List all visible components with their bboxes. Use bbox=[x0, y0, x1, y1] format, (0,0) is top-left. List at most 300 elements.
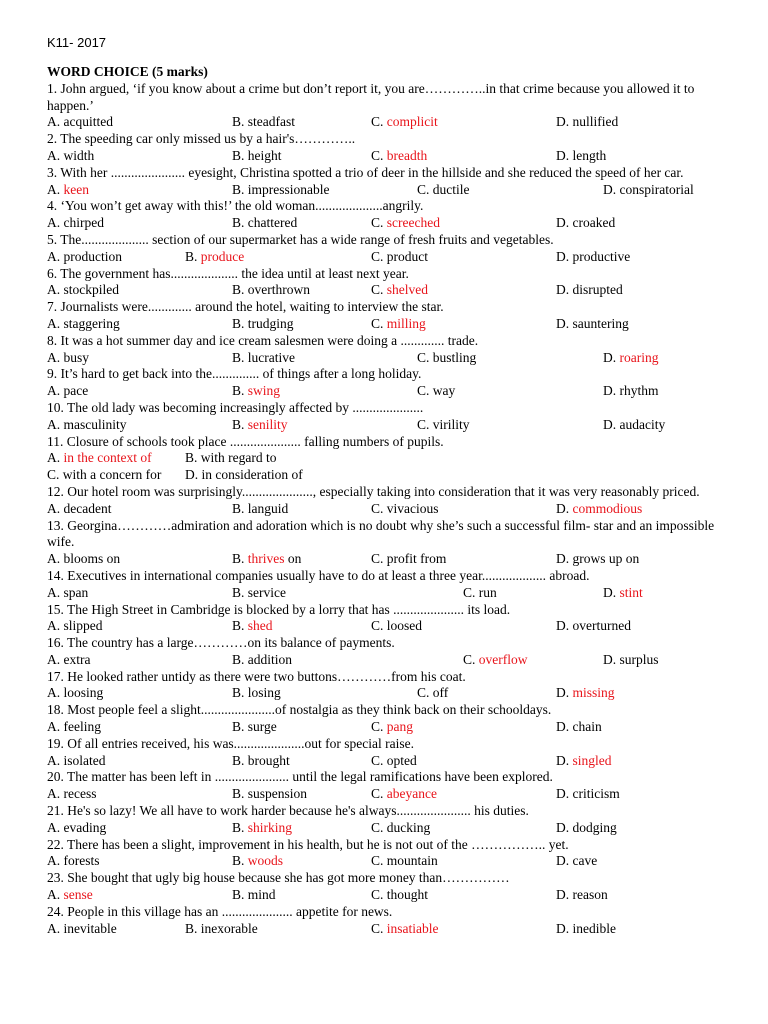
option-letter: D. bbox=[556, 315, 570, 331]
option-letter: D. bbox=[556, 618, 570, 634]
question-13-text: 13. Georgina…………admiration and adoration which is no doubt why she’s such a successful film- star and an impossible wife. bbox=[47, 517, 715, 550]
option-text: with regard to bbox=[200, 450, 277, 466]
option-text: overflow bbox=[478, 651, 528, 667]
option-letter: A. bbox=[47, 114, 61, 130]
option-text: feeling bbox=[63, 719, 101, 735]
question-14-option-c bbox=[463, 585, 497, 602]
question-16-option-d bbox=[603, 652, 659, 669]
question-8-option-b bbox=[232, 350, 295, 367]
question-13-option-b bbox=[232, 551, 301, 568]
option-letter: D. bbox=[603, 181, 617, 197]
option-text: woods bbox=[247, 853, 284, 869]
question-6-option-a bbox=[47, 282, 119, 299]
question-21-option-d bbox=[556, 820, 617, 837]
option-letter: C. bbox=[371, 786, 384, 802]
question-8-option-d bbox=[603, 350, 658, 367]
question-23-option-a bbox=[47, 887, 93, 904]
question-3-option-b bbox=[232, 182, 330, 199]
option-text: senility bbox=[247, 416, 288, 432]
option-letter: D. bbox=[603, 584, 617, 600]
question-10-option-d bbox=[603, 417, 665, 434]
question-23-option-c bbox=[371, 887, 428, 904]
option-text: length bbox=[572, 147, 607, 163]
question-1-option-d bbox=[556, 114, 618, 131]
option-text: busy bbox=[63, 349, 90, 365]
question-24-option-d bbox=[556, 921, 616, 938]
option-text: productive bbox=[572, 248, 631, 264]
question-21-option-b bbox=[232, 820, 292, 837]
option-letter: C. bbox=[371, 887, 384, 903]
option-letter: C. bbox=[371, 719, 384, 735]
option-letter: B. bbox=[232, 315, 245, 331]
option-letter: A. bbox=[47, 618, 61, 634]
question-13-options-row bbox=[47, 551, 727, 568]
option-text: staggering bbox=[63, 315, 120, 331]
option-letter: D. bbox=[556, 500, 570, 516]
question-10-option-b bbox=[232, 417, 288, 434]
question-11-option-d bbox=[185, 467, 303, 484]
option-letter: C. bbox=[371, 147, 384, 163]
option-text: grows up on bbox=[572, 551, 640, 567]
option-text: width bbox=[63, 147, 95, 163]
option-text: disrupted bbox=[572, 282, 623, 298]
option-text: production bbox=[63, 248, 122, 264]
option-letter: D. bbox=[603, 416, 617, 432]
option-letter: A. bbox=[47, 282, 61, 298]
question-24-option-a bbox=[47, 921, 117, 938]
option-letter: A. bbox=[47, 752, 61, 768]
question-16-option-c bbox=[463, 652, 528, 669]
question-24-text: 24. People in this village has an ..................... appetite for news. bbox=[47, 903, 393, 919]
question-22-option-c bbox=[371, 853, 438, 870]
option-text: stint bbox=[619, 584, 643, 600]
question-10-text: 10. The old lady was becoming increasingly affected by ..................... bbox=[47, 399, 424, 415]
question-18-options-row bbox=[47, 719, 727, 736]
question-2-text: 2. The speeding car only missed us by a hair's………….. bbox=[47, 131, 356, 147]
question-18-option-b bbox=[232, 719, 277, 736]
question-4-option-b bbox=[232, 215, 297, 232]
question-24-options-row bbox=[47, 921, 727, 938]
question-4-option-d bbox=[556, 215, 615, 232]
question-14-options-row bbox=[47, 585, 727, 602]
question-5-option-b bbox=[185, 249, 244, 266]
question-20-option-a bbox=[47, 786, 96, 803]
question-2-option-d bbox=[556, 148, 606, 165]
option-letter: B. bbox=[232, 282, 245, 298]
question-3-text: 3. With her ...................... eyesight, Christina spotted a trio of deer in the hillside and she reduced the speed of her car. bbox=[47, 164, 684, 180]
option-text: trudging bbox=[247, 315, 294, 331]
option-letter: D. bbox=[556, 248, 570, 264]
question-7-option-b bbox=[232, 316, 294, 333]
question-2-option-c bbox=[371, 148, 427, 165]
option-letter: D. bbox=[185, 467, 199, 483]
question-23-options-row bbox=[47, 887, 727, 904]
question-20-text: 20. The matter has been left in ...................... until the legal ramifications have been explored. bbox=[47, 769, 553, 785]
question-3-option-d bbox=[603, 182, 694, 199]
option-letter: A. bbox=[47, 450, 61, 466]
option-letter: B. bbox=[232, 819, 245, 835]
option-text: mountain bbox=[386, 853, 438, 869]
option-text: shirking bbox=[247, 819, 293, 835]
option-text: croaked bbox=[572, 215, 616, 231]
option-text: pang bbox=[386, 719, 414, 735]
question-18-option-d bbox=[556, 719, 602, 736]
question-17-option-d bbox=[556, 685, 615, 702]
option-letter: B. bbox=[232, 752, 245, 768]
option-text: produce bbox=[200, 248, 245, 264]
option-text: recess bbox=[63, 786, 97, 802]
option-letter: C. bbox=[47, 467, 60, 483]
question-23-text: 23. She bought that ugly big house because she has got more money than…………… bbox=[47, 870, 510, 886]
question-10-option-c bbox=[417, 417, 470, 434]
option-letter: B. bbox=[232, 584, 245, 600]
question-14-option-d bbox=[603, 585, 643, 602]
option-text: criticism bbox=[572, 786, 620, 802]
option-text: impressionable bbox=[247, 181, 330, 197]
question-6-option-b bbox=[232, 282, 310, 299]
question-9-option-a bbox=[47, 383, 88, 400]
quiz-content bbox=[47, 64, 727, 937]
option-text: dodging bbox=[572, 819, 617, 835]
option-text: audacity bbox=[619, 416, 666, 432]
question-1-option-a bbox=[47, 114, 113, 131]
option-letter: C. bbox=[417, 349, 430, 365]
question-12-text: 12. Our hotel room was surprisingly....................., especially taking into consideration that it was very reasonably priced. bbox=[47, 483, 700, 499]
question-21-option-c bbox=[371, 820, 430, 837]
question-11-options-row bbox=[47, 467, 727, 484]
question-23-option-b bbox=[232, 887, 276, 904]
option-letter: D. bbox=[556, 114, 570, 130]
option-letter: D. bbox=[556, 147, 570, 163]
option-letter: B. bbox=[232, 685, 245, 701]
option-letter: D. bbox=[556, 685, 570, 701]
option-letter: C. bbox=[371, 114, 384, 130]
option-text: acquitted bbox=[63, 114, 113, 130]
question-4-text: 4. ‘You won’t get away with this!’ the old woman....................angrily. bbox=[47, 198, 424, 214]
question-11-option-c bbox=[47, 467, 161, 484]
question-20-options-row bbox=[47, 786, 727, 803]
question-7-option-d bbox=[556, 316, 629, 333]
option-text: steadfast bbox=[247, 114, 295, 130]
question-17-option-b bbox=[232, 685, 281, 702]
question-22-options-row bbox=[47, 853, 727, 870]
option-letter: D. bbox=[556, 551, 570, 567]
option-text: run bbox=[478, 584, 497, 600]
option-letter: D. bbox=[556, 819, 570, 835]
option-text: thrives bbox=[247, 551, 285, 567]
option-text: brought bbox=[247, 752, 290, 768]
question-19-option-a bbox=[47, 753, 106, 770]
option-text: keen bbox=[63, 181, 89, 197]
option-text: commodious bbox=[572, 500, 643, 516]
question-2-option-a bbox=[47, 148, 94, 165]
option-text: insatiable bbox=[386, 920, 439, 936]
question-17-option-a bbox=[47, 685, 103, 702]
option-letter: A. bbox=[47, 786, 61, 802]
option-text: thought bbox=[386, 887, 429, 903]
question-6-text: 6. The government has.................... the idea until at least next year. bbox=[47, 265, 409, 281]
question-14-text: 14. Executives in international companies usually have to do at least a three year................... abroad. bbox=[47, 567, 590, 583]
question-16-options-row bbox=[47, 652, 727, 669]
question-17-options-row bbox=[47, 685, 727, 702]
question-24-option-b bbox=[185, 921, 258, 938]
question-6-option-d bbox=[556, 282, 623, 299]
option-letter: D. bbox=[603, 349, 617, 365]
option-text: stockpiled bbox=[63, 282, 119, 298]
option-text: suspension bbox=[247, 786, 308, 802]
question-7-options-row bbox=[47, 316, 727, 333]
option-text: breadth bbox=[386, 147, 428, 163]
option-letter: B. bbox=[185, 248, 198, 264]
option-letter: C. bbox=[371, 500, 384, 516]
option-letter: A. bbox=[47, 181, 61, 197]
option-letter: D. bbox=[556, 215, 570, 231]
option-letter: A. bbox=[47, 853, 61, 869]
question-22-option-d bbox=[556, 853, 597, 870]
option-text: surplus bbox=[619, 651, 659, 667]
option-letter: B. bbox=[232, 349, 245, 365]
question-8-option-c bbox=[417, 350, 476, 367]
question-1-options-row bbox=[47, 114, 727, 131]
question-20-option-c bbox=[371, 786, 437, 803]
option-text: bustling bbox=[432, 349, 477, 365]
option-text: virility bbox=[432, 416, 470, 432]
question-19-option-d bbox=[556, 753, 612, 770]
option-letter: B. bbox=[232, 618, 245, 634]
question-10-options-row bbox=[47, 417, 727, 434]
question-21-text: 21. He's so lazy! We all have to work harder because he's always...................... his duties. bbox=[47, 803, 529, 819]
option-text: in the context of bbox=[63, 450, 152, 466]
option-letter: A. bbox=[47, 887, 61, 903]
question-14-option-a bbox=[47, 585, 88, 602]
option-text: languid bbox=[247, 500, 289, 516]
option-letter: D. bbox=[556, 719, 570, 735]
option-letter: C. bbox=[371, 920, 384, 936]
option-letter: B. bbox=[232, 651, 245, 667]
option-text: complicit bbox=[386, 114, 438, 130]
option-text: ductile bbox=[432, 181, 470, 197]
option-text: surge bbox=[247, 719, 277, 735]
question-22-text: 22. There has been a slight, improvement in his health, but he is not out of the …………….. yet. bbox=[47, 836, 569, 852]
question-7-text: 7. Journalists were............. around the hotel, waiting to interview the star. bbox=[47, 299, 444, 315]
question-19-text: 19. Of all entries received, his was.....................out for special raise. bbox=[47, 735, 415, 751]
question-15-options-row bbox=[47, 618, 727, 635]
option-text: sense bbox=[63, 887, 93, 903]
question-6-options-row bbox=[47, 282, 727, 299]
question-20-option-b bbox=[232, 786, 307, 803]
question-9-options-row bbox=[47, 383, 727, 400]
question-4-option-a bbox=[47, 215, 104, 232]
option-letter: D. bbox=[556, 853, 570, 869]
question-12-options-row bbox=[47, 501, 727, 518]
question-11-option-b bbox=[185, 450, 277, 467]
option-letter: D. bbox=[556, 920, 570, 936]
option-letter: D. bbox=[556, 282, 570, 298]
option-text: inedible bbox=[572, 920, 616, 936]
option-letter: D. bbox=[603, 383, 617, 399]
option-text: inevitable bbox=[63, 920, 117, 936]
question-18-option-c bbox=[371, 719, 413, 736]
option-letter: C. bbox=[371, 853, 384, 869]
option-letter: C. bbox=[371, 282, 384, 298]
option-letter: D. bbox=[603, 651, 617, 667]
option-text: nullified bbox=[572, 114, 619, 130]
option-text: lucrative bbox=[247, 349, 295, 365]
question-17-text: 17. He looked rather untidy as there were two buttons…………from his coat. bbox=[47, 668, 466, 684]
option-letter: A. bbox=[47, 651, 61, 667]
question-13-option-a bbox=[47, 551, 120, 568]
option-text: off bbox=[432, 685, 449, 701]
option-text: decadent bbox=[63, 500, 112, 516]
option-letter: D. bbox=[556, 752, 570, 768]
option-letter: A. bbox=[47, 719, 61, 735]
question-16-text: 16. The country has a large…………on its balance of payments. bbox=[47, 635, 395, 651]
option-letter: B. bbox=[232, 215, 245, 231]
option-text: addition bbox=[247, 651, 293, 667]
question-8-options-row bbox=[47, 350, 727, 367]
option-text: shed bbox=[247, 618, 273, 634]
question-11-text: 11. Closure of schools took place ..................... falling numbers of pupils. bbox=[47, 433, 444, 449]
question-19-options-row bbox=[47, 753, 727, 770]
question-16-option-a bbox=[47, 652, 90, 669]
option-letter: A. bbox=[47, 416, 61, 432]
option-text: swing bbox=[247, 383, 281, 399]
question-18-text: 18. Most people feel a slight......................of nostalgia as they think back on their schooldays. bbox=[47, 702, 552, 718]
option-letter: C. bbox=[463, 584, 476, 600]
option-letter: C. bbox=[371, 551, 384, 567]
question-15-option-b bbox=[232, 618, 273, 635]
question-3-options-row bbox=[47, 182, 727, 199]
question-10-option-a bbox=[47, 417, 127, 434]
question-21-option-a bbox=[47, 820, 106, 837]
question-11-options-row bbox=[47, 450, 727, 467]
option-text: reason bbox=[572, 887, 608, 903]
option-letter: B. bbox=[232, 181, 245, 197]
option-letter: A. bbox=[47, 349, 61, 365]
question-12-option-d bbox=[556, 501, 642, 518]
option-letter: A. bbox=[47, 920, 61, 936]
option-text: loosing bbox=[63, 685, 104, 701]
option-letter: B. bbox=[232, 383, 245, 399]
option-text: blooms on bbox=[63, 551, 121, 567]
option-text: way bbox=[432, 383, 456, 399]
question-1-text: 1. John argued, ‘if you know about a crime but don’t report it, you are…………..in that crime because you allowed it to happen.’ bbox=[47, 80, 695, 113]
question-9-option-b bbox=[232, 383, 280, 400]
question-19-option-c bbox=[371, 753, 417, 770]
option-text: with a concern for bbox=[62, 467, 162, 483]
question-2-option-b bbox=[232, 148, 282, 165]
option-text: singled bbox=[572, 752, 612, 768]
question-4-option-c bbox=[371, 215, 440, 232]
question-15-option-d bbox=[556, 618, 631, 635]
option-text: chain bbox=[572, 719, 602, 735]
option-text: isolated bbox=[63, 752, 106, 768]
question-3-option-c bbox=[417, 182, 470, 199]
option-text: roaring bbox=[619, 349, 659, 365]
question-5-option-d bbox=[556, 249, 630, 266]
option-letter: C. bbox=[371, 618, 384, 634]
option-text: chattered bbox=[247, 215, 298, 231]
option-letter: C. bbox=[417, 416, 430, 432]
option-letter: B. bbox=[232, 416, 245, 432]
question-12-option-b bbox=[232, 501, 288, 518]
option-letter: B. bbox=[232, 719, 245, 735]
question-5-text: 5. The.................... section of our supermarket has a wide range of fresh fruits and vegetables. bbox=[47, 231, 554, 247]
question-5-option-c bbox=[371, 249, 428, 266]
question-5-option-a bbox=[47, 249, 122, 266]
option-text: losing bbox=[247, 685, 281, 701]
question-22-option-b bbox=[232, 853, 283, 870]
option-text: ducking bbox=[386, 819, 431, 835]
question-9-option-d bbox=[603, 383, 659, 400]
option-text: milling bbox=[386, 315, 426, 331]
option-text: opted bbox=[386, 752, 417, 768]
document-header: K11- 2017 bbox=[47, 35, 107, 50]
question-23-option-d bbox=[556, 887, 608, 904]
question-19-option-b bbox=[232, 753, 290, 770]
option-letter: A. bbox=[47, 315, 61, 331]
question-4-options-row bbox=[47, 215, 727, 232]
option-letter: D. bbox=[556, 786, 570, 802]
question-1-option-b bbox=[232, 114, 295, 131]
option-text: overthrown bbox=[247, 282, 310, 298]
question-6-option-c bbox=[371, 282, 428, 299]
question-15-option-c bbox=[371, 618, 422, 635]
option-letter: B. bbox=[232, 786, 245, 802]
question-21-options-row bbox=[47, 820, 727, 837]
question-13-option-c bbox=[371, 551, 446, 568]
question-15-text: 15. The High Street in Cambridge is blocked by a lorry that has ..................... its load. bbox=[47, 601, 511, 617]
option-letter: A. bbox=[47, 819, 61, 835]
option-letter: C. bbox=[371, 215, 384, 231]
question-17-option-c bbox=[417, 685, 448, 702]
option-letter: B. bbox=[232, 887, 245, 903]
question-16-option-b bbox=[232, 652, 292, 669]
option-letter: A. bbox=[47, 147, 61, 163]
section-title: WORD CHOICE (5 marks) bbox=[47, 64, 208, 79]
option-text: overturned bbox=[572, 618, 631, 634]
question-18-option-a bbox=[47, 719, 101, 736]
question-11-option-a bbox=[47, 450, 152, 467]
option-text: forests bbox=[63, 853, 100, 869]
question-7-option-c bbox=[371, 316, 426, 333]
option-text: extra bbox=[63, 651, 91, 667]
question-14-option-b bbox=[232, 585, 286, 602]
option-letter: B. bbox=[232, 551, 245, 567]
option-letter: A. bbox=[47, 584, 61, 600]
question-15-option-a bbox=[47, 618, 103, 635]
option-text: slipped bbox=[63, 618, 103, 634]
option-text: missing bbox=[572, 685, 615, 701]
option-text: in consideration of bbox=[201, 467, 303, 483]
question-22-option-a bbox=[47, 853, 100, 870]
option-text: rhythm bbox=[619, 383, 659, 399]
option-letter: A. bbox=[47, 685, 61, 701]
option-letter: C. bbox=[371, 752, 384, 768]
option-text: conspiratorial bbox=[619, 181, 694, 197]
option-letter: B. bbox=[185, 450, 198, 466]
option-text: sauntering bbox=[572, 315, 629, 331]
question-13-option-d bbox=[556, 551, 639, 568]
option-letter: B. bbox=[232, 147, 245, 163]
option-text: height bbox=[247, 147, 282, 163]
option-letter: A. bbox=[47, 383, 61, 399]
option-letter: B. bbox=[232, 114, 245, 130]
option-letter: C. bbox=[463, 651, 476, 667]
option-text: chirped bbox=[63, 215, 104, 231]
option-text: loosed bbox=[386, 618, 423, 634]
option-letter: C. bbox=[417, 383, 430, 399]
